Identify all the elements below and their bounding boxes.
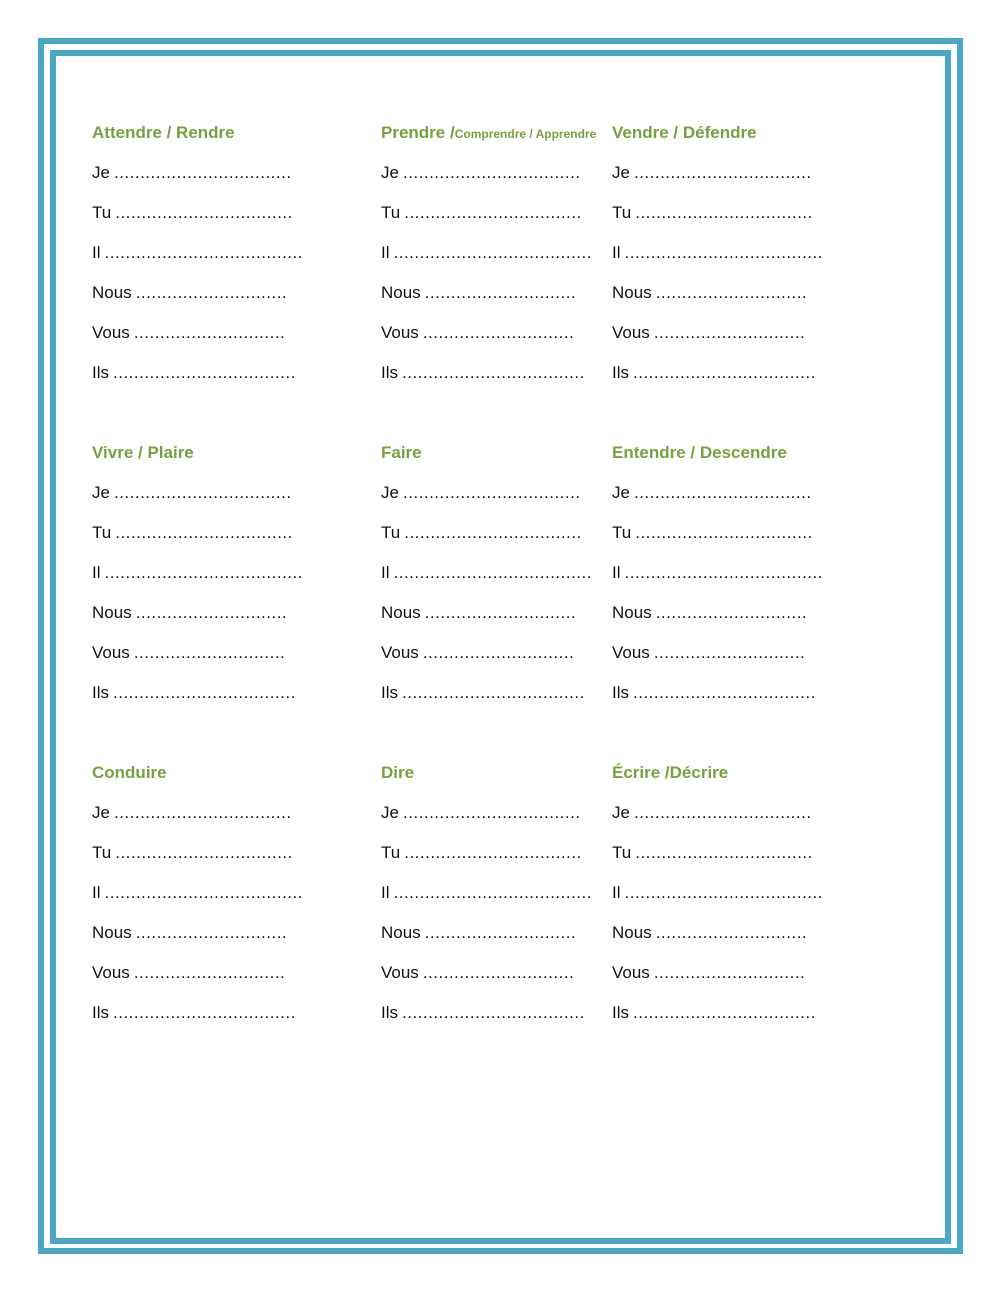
conjugation-line-tu[interactable]: Tu ..................................	[92, 203, 293, 222]
conjugation-line-ils[interactable]: Ils ...................................	[612, 1003, 816, 1022]
conjugation-line-je[interactable]: Je ..................................	[612, 803, 812, 822]
conjugation-line-il[interactable]: Il ......................................	[381, 883, 592, 902]
conjugation-line-tu[interactable]: Tu ..................................	[381, 523, 582, 542]
verb-block-title: Attendre / Rendre	[92, 123, 235, 142]
conjugation-line-il[interactable]: Il ......................................	[381, 243, 592, 262]
conjugation-line-ils[interactable]: Ils ...................................	[612, 683, 816, 702]
conjugation-line-je[interactable]: Je ..................................	[92, 483, 292, 502]
conjugation-line-vous[interactable]: Vous .............................	[92, 643, 286, 662]
conjugation-line-nous[interactable]: Nous .............................	[612, 283, 808, 302]
conjugation-line-je[interactable]: Je ..................................	[92, 163, 292, 182]
conjugation-line-tu[interactable]: Tu ..................................	[612, 203, 813, 222]
conjugation-line-ils[interactable]: Ils ...................................	[92, 363, 296, 382]
conjugation-line-ils[interactable]: Ils ...................................	[381, 363, 585, 382]
conjugation-line-vous[interactable]: Vous .............................	[612, 323, 806, 342]
conjugation-line-tu[interactable]: Tu ..................................	[92, 843, 293, 862]
conjugation-line-ils[interactable]: Ils ...................................	[381, 683, 585, 702]
conjugation-line-nous[interactable]: Nous .............................	[381, 923, 577, 942]
conjugation-line-nous[interactable]: Nous .............................	[381, 283, 577, 302]
verb-block-title: Conduire	[92, 763, 167, 782]
conjugation-line-je[interactable]: Je ..................................	[612, 483, 812, 502]
conjugation-line-ils[interactable]: Ils ...................................	[92, 683, 296, 702]
conjugation-line-tu[interactable]: Tu ..................................	[381, 203, 582, 222]
conjugation-line-il[interactable]: Il ......................................	[92, 243, 303, 262]
conjugation-line-nous[interactable]: Nous .............................	[381, 603, 577, 622]
conjugation-line-je[interactable]: Je ..................................	[381, 483, 581, 502]
conjugation-line-vous[interactable]: Vous .............................	[612, 643, 806, 662]
verb-block-title: Entendre / Descendre	[612, 443, 787, 462]
conjugation-line-vous[interactable]: Vous .............................	[92, 323, 286, 342]
conjugation-line-tu[interactable]: Tu ..................................	[612, 523, 813, 542]
conjugation-line-nous[interactable]: Nous .............................	[612, 923, 808, 942]
conjugation-line-je[interactable]: Je ..................................	[92, 803, 292, 822]
verb-block-title: Vivre / Plaire	[92, 443, 194, 462]
verb-block-title: Dire	[381, 763, 415, 782]
conjugation-line-nous[interactable]: Nous .............................	[92, 603, 288, 622]
verb-block-title: Faire	[381, 443, 422, 462]
conjugation-line-ils[interactable]: Ils ...................................	[381, 1003, 585, 1022]
verb-block-title: Écrire /Décrire	[612, 763, 729, 782]
conjugation-line-il[interactable]: Il ......................................	[612, 883, 823, 902]
conjugation-line-je[interactable]: Je ..................................	[612, 163, 812, 182]
conjugation-line-il[interactable]: Il ......................................	[381, 563, 592, 582]
conjugation-line-nous[interactable]: Nous .............................	[92, 283, 288, 302]
conjugation-line-vous[interactable]: Vous .............................	[381, 643, 575, 662]
conjugation-line-il[interactable]: Il ......................................	[92, 883, 303, 902]
conjugation-line-il[interactable]: Il ......................................	[92, 563, 303, 582]
conjugation-line-je[interactable]: Je ..................................	[381, 803, 581, 822]
conjugation-line-il[interactable]: Il ......................................	[612, 563, 823, 582]
conjugation-line-nous[interactable]: Nous .............................	[612, 603, 808, 622]
conjugation-line-vous[interactable]: Vous .............................	[92, 963, 286, 982]
conjugation-line-nous[interactable]: Nous .............................	[92, 923, 288, 942]
conjugation-line-vous[interactable]: Vous .............................	[612, 963, 806, 982]
conjugation-line-vous[interactable]: Vous .............................	[381, 323, 575, 342]
verb-block-title: Prendre /Comprendre / Apprendre	[381, 123, 597, 142]
conjugation-line-tu[interactable]: Tu ..................................	[92, 523, 293, 542]
conjugation-line-je[interactable]: Je ..................................	[381, 163, 581, 182]
conjugation-line-vous[interactable]: Vous .............................	[381, 963, 575, 982]
verb-block-title: Vendre / Défendre	[612, 123, 757, 142]
conjugation-line-tu[interactable]: Tu ..................................	[612, 843, 813, 862]
conjugation-line-il[interactable]: Il ......................................	[612, 243, 823, 262]
conjugation-line-tu[interactable]: Tu ..................................	[381, 843, 582, 862]
conjugation-line-ils[interactable]: Ils ...................................	[92, 1003, 296, 1022]
conjugation-line-ils[interactable]: Ils ...................................	[612, 363, 816, 382]
